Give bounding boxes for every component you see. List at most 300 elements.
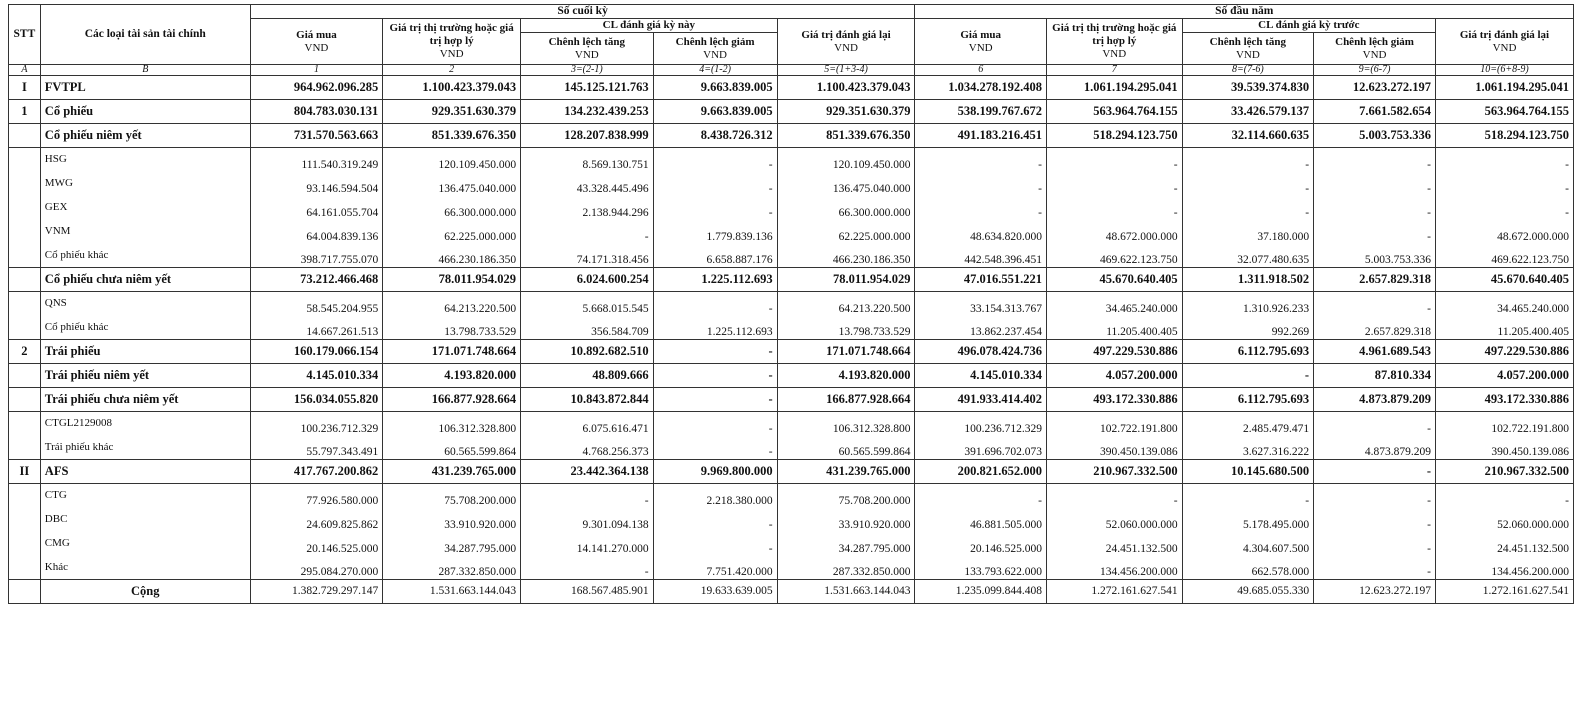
row-label: Cổ phiếu (40, 100, 250, 124)
row-label: FVTPL (40, 76, 250, 100)
row-value: 14.667.261.513 (250, 316, 383, 340)
row-value: 62.225.000.000 (383, 220, 521, 244)
row-value: 1.531.663.144.043 (383, 580, 521, 604)
row-value: 106.312.328.800 (777, 412, 915, 436)
row-value: 12.623.272.197 (1314, 76, 1436, 100)
row-value: 60.565.599.864 (777, 436, 915, 460)
row-value: 491.183.216.451 (915, 124, 1046, 148)
row-value: 13.798.733.529 (383, 316, 521, 340)
row-value: 171.071.748.664 (383, 340, 521, 364)
row-value: - (1046, 172, 1182, 196)
row-stt: II (9, 460, 41, 484)
row-value: 23.442.364.138 (521, 460, 654, 484)
row-value: 20.146.525.000 (915, 532, 1046, 556)
row-value: - (653, 388, 777, 412)
row-stt: 1 (9, 100, 41, 124)
row-value: 43.328.445.496 (521, 172, 654, 196)
row-value: 134.232.439.253 (521, 100, 654, 124)
header-market-end: Giá trị thị trường hoặc giá trị hợp lý VND (383, 19, 521, 65)
row-value: 166.877.928.664 (777, 388, 915, 412)
row-value: 8.438.726.312 (653, 124, 777, 148)
financial-assets-table (8, 4, 1574, 604)
row-value: 662.578.000 (1182, 556, 1313, 580)
index-cell: B (40, 65, 250, 76)
row-value: 851.339.676.350 (777, 124, 915, 148)
header-increase-end: Chênh lệch tăng VND (521, 33, 654, 65)
row-value: 14.141.270.000 (521, 532, 654, 556)
row-value: 171.071.748.664 (777, 340, 915, 364)
header-category: Các loại tài sản tài chính (40, 5, 250, 65)
row-label: Trái phiếu niêm yết (40, 364, 250, 388)
row-value: - (1182, 364, 1313, 388)
table-row (9, 76, 1574, 100)
row-value: 39.539.374.830 (1182, 76, 1313, 100)
row-value: 74.171.318.456 (521, 244, 654, 268)
row-value: 731.570.563.663 (250, 124, 383, 148)
table-body (9, 76, 1574, 604)
header-market-begin: Giá trị thị trường hoặc giá trị hợp lý VND (1046, 19, 1182, 65)
row-value: 33.426.579.137 (1182, 100, 1313, 124)
index-cell: 10=(6+8-9) (1436, 65, 1574, 76)
row-value: 3.627.316.222 (1182, 436, 1313, 460)
row-stt (9, 196, 41, 220)
row-value: 6.112.795.693 (1182, 340, 1313, 364)
index-cell: 6 (915, 65, 1046, 76)
row-value: 497.229.530.886 (1436, 340, 1574, 364)
header-cl-this: CL đánh giá kỳ này (521, 19, 778, 33)
row-value: 136.475.040.000 (383, 172, 521, 196)
row-value: 466.230.186.350 (383, 244, 521, 268)
row-value: 13.862.237.454 (915, 316, 1046, 340)
row-value: 48.672.000.000 (1046, 220, 1182, 244)
index-cell: 4=(1-2) (653, 65, 777, 76)
index-cell: 9=(6-7) (1314, 65, 1436, 76)
row-value: 538.199.767.672 (915, 100, 1046, 124)
row-value: 34.465.240.000 (1436, 292, 1574, 316)
row-value: 7.751.420.000 (653, 556, 777, 580)
row-label: GEX (40, 196, 250, 220)
row-value: - (653, 340, 777, 364)
row-label: Cổ phiếu niêm yết (40, 124, 250, 148)
row-value: 7.661.582.654 (1314, 100, 1436, 124)
row-value: 804.783.030.131 (250, 100, 383, 124)
row-value: 4.193.820.000 (383, 364, 521, 388)
row-value: 19.633.639.005 (653, 580, 777, 604)
row-value: 493.172.330.886 (1046, 388, 1182, 412)
row-value: 120.109.450.000 (383, 148, 521, 172)
row-value: 466.230.186.350 (777, 244, 915, 268)
row-label: Trái phiếu khác (40, 436, 250, 460)
row-value: - (1314, 172, 1436, 196)
row-value: 11.205.400.405 (1046, 316, 1182, 340)
row-value: 493.172.330.886 (1436, 388, 1574, 412)
row-value: - (1314, 196, 1436, 220)
table-row (9, 220, 1574, 244)
row-value: 4.057.200.000 (1436, 364, 1574, 388)
row-stt (9, 292, 41, 316)
row-value: 287.332.850.000 (777, 556, 915, 580)
row-value: 992.269 (1182, 316, 1313, 340)
row-value: 1.061.194.295.041 (1046, 76, 1182, 100)
row-value: 210.967.332.500 (1046, 460, 1182, 484)
row-value: 2.657.829.318 (1314, 268, 1436, 292)
row-value: 75.708.200.000 (383, 484, 521, 508)
row-value: 469.622.123.750 (1436, 244, 1574, 268)
row-value: - (521, 484, 654, 508)
row-value: 2.657.829.318 (1314, 316, 1436, 340)
row-value: 1.061.194.295.041 (1436, 76, 1574, 100)
row-value: 9.663.839.005 (653, 100, 777, 124)
row-value: 45.670.640.405 (1046, 268, 1182, 292)
index-cell: A (9, 65, 41, 76)
row-value: 2.138.944.296 (521, 196, 654, 220)
row-value: 133.793.622.000 (915, 556, 1046, 580)
row-value: - (1314, 460, 1436, 484)
row-value: 13.798.733.529 (777, 316, 915, 340)
table-row (9, 100, 1574, 124)
row-value: 4.873.879.209 (1314, 436, 1436, 460)
row-value: 102.722.191.800 (1046, 412, 1182, 436)
row-value: - (653, 292, 777, 316)
row-value: 5.178.495.000 (1182, 508, 1313, 532)
row-value: 87.810.334 (1314, 364, 1436, 388)
row-value: - (521, 220, 654, 244)
row-value: 10.145.680.500 (1182, 460, 1313, 484)
row-label: VNM (40, 220, 250, 244)
row-value: 48.634.820.000 (915, 220, 1046, 244)
header-decrease-end: Chênh lệch giảm VND (653, 33, 777, 65)
row-value: - (653, 508, 777, 532)
row-value: 34.465.240.000 (1046, 292, 1182, 316)
row-value: 60.565.599.864 (383, 436, 521, 460)
row-value: 2.218.380.000 (653, 484, 777, 508)
row-stt (9, 412, 41, 436)
row-value: - (1314, 412, 1436, 436)
header-revalued-begin: Giá trị đánh giá lại VND (1436, 19, 1574, 65)
row-value: 24.609.825.862 (250, 508, 383, 532)
table-row (9, 460, 1574, 484)
row-value: 100.236.712.329 (915, 412, 1046, 436)
row-value: 134.456.200.000 (1046, 556, 1182, 580)
row-stt (9, 364, 41, 388)
row-stt (9, 172, 41, 196)
row-value: 168.567.485.901 (521, 580, 654, 604)
row-value: - (653, 148, 777, 172)
row-stt (9, 436, 41, 460)
row-value: 1.225.112.693 (653, 316, 777, 340)
row-value: - (653, 364, 777, 388)
index-cell: 8=(7-6) (1182, 65, 1313, 76)
table-row (9, 172, 1574, 196)
row-value: 12.623.272.197 (1314, 580, 1436, 604)
row-value: 2.485.479.471 (1182, 412, 1313, 436)
row-value: 52.060.000.000 (1436, 508, 1574, 532)
row-stt (9, 244, 41, 268)
row-label: CMG (40, 532, 250, 556)
row-value: 1.235.099.844.408 (915, 580, 1046, 604)
row-value: 73.212.466.468 (250, 268, 383, 292)
row-value: - (653, 196, 777, 220)
row-value: 6.024.600.254 (521, 268, 654, 292)
total-row (9, 580, 1574, 604)
header-decrease-begin: Chênh lệch giảm VND (1314, 33, 1436, 65)
row-stt: I (9, 76, 41, 100)
row-value: 128.207.838.999 (521, 124, 654, 148)
row-stt (9, 220, 41, 244)
row-value: - (653, 172, 777, 196)
row-value: 33.154.313.767 (915, 292, 1046, 316)
row-value: 45.670.640.405 (1436, 268, 1574, 292)
row-label: Cổ phiếu khác (40, 244, 250, 268)
row-value: 77.926.580.000 (250, 484, 383, 508)
header-end-group: Số cuối kỳ (250, 5, 915, 19)
row-stt (9, 124, 41, 148)
row-value: 1.034.278.192.408 (915, 76, 1046, 100)
row-value: 93.146.594.504 (250, 172, 383, 196)
row-value: 1.531.663.144.043 (777, 580, 915, 604)
row-label: DBC (40, 508, 250, 532)
row-value: 4.145.010.334 (250, 364, 383, 388)
index-cell: 3=(2-1) (521, 65, 654, 76)
row-label: CTG (40, 484, 250, 508)
row-value: 356.584.709 (521, 316, 654, 340)
table-row (9, 484, 1574, 508)
header-stt: STT (9, 5, 41, 65)
row-value: - (653, 412, 777, 436)
row-value: 4.193.820.000 (777, 364, 915, 388)
row-value: - (1046, 196, 1182, 220)
row-value: 37.180.000 (1182, 220, 1313, 244)
row-value: 33.910.920.000 (383, 508, 521, 532)
row-value: 4.304.607.500 (1182, 532, 1313, 556)
row-label: Cổ phiếu chưa niêm yết (40, 268, 250, 292)
row-value: 390.450.139.086 (1436, 436, 1574, 460)
row-stt (9, 580, 41, 604)
row-value: 929.351.630.379 (777, 100, 915, 124)
row-value: 120.109.450.000 (777, 148, 915, 172)
row-value: - (1314, 556, 1436, 580)
row-value: 75.708.200.000 (777, 484, 915, 508)
row-value: 1.779.839.136 (653, 220, 777, 244)
index-cell: 7 (1046, 65, 1182, 76)
row-value: 1.272.161.627.541 (1436, 580, 1574, 604)
row-stt: 2 (9, 340, 41, 364)
row-value: 136.475.040.000 (777, 172, 915, 196)
row-value: 134.456.200.000 (1436, 556, 1574, 580)
row-value: 111.540.319.249 (250, 148, 383, 172)
table-row (9, 556, 1574, 580)
row-value: 64.161.055.704 (250, 196, 383, 220)
row-value: 52.060.000.000 (1046, 508, 1182, 532)
table-row (9, 508, 1574, 532)
index-cell: 5=(1+3-4) (777, 65, 915, 76)
table-row (9, 436, 1574, 460)
row-value: - (915, 484, 1046, 508)
row-value: 431.239.765.000 (383, 460, 521, 484)
row-value: 391.696.702.073 (915, 436, 1046, 460)
row-value: 9.663.839.005 (653, 76, 777, 100)
row-label: QNS (40, 292, 250, 316)
row-value: - (1046, 484, 1182, 508)
row-value: 851.339.676.350 (383, 124, 521, 148)
header-revalued-end: Giá trị đánh giá lại VND (777, 19, 915, 65)
row-value: 563.964.764.155 (1436, 100, 1574, 124)
table-row (9, 244, 1574, 268)
row-value: - (1436, 172, 1574, 196)
header-cost-end: Giá mua VND (250, 19, 383, 65)
row-value: 5.003.753.336 (1314, 244, 1436, 268)
row-value: - (1436, 148, 1574, 172)
table-row (9, 340, 1574, 364)
index-cell: 2 (383, 65, 521, 76)
table-row (9, 196, 1574, 220)
row-value: 8.569.130.751 (521, 148, 654, 172)
row-value: 10.892.682.510 (521, 340, 654, 364)
row-value: 200.821.652.000 (915, 460, 1046, 484)
row-value: 100.236.712.329 (250, 412, 383, 436)
row-value: 102.722.191.800 (1436, 412, 1574, 436)
row-label: Khác (40, 556, 250, 580)
row-value: 5.668.015.545 (521, 292, 654, 316)
row-value: - (1182, 484, 1313, 508)
row-label: Cổ phiếu khác (40, 316, 250, 340)
table-row (9, 532, 1574, 556)
row-value: 47.016.551.221 (915, 268, 1046, 292)
row-value: 9.969.800.000 (653, 460, 777, 484)
row-stt (9, 508, 41, 532)
row-value: 431.239.765.000 (777, 460, 915, 484)
row-label: AFS (40, 460, 250, 484)
table-row (9, 124, 1574, 148)
row-value: 398.717.755.070 (250, 244, 383, 268)
row-value: 10.843.872.844 (521, 388, 654, 412)
row-value: - (1182, 148, 1313, 172)
row-label: CTGL2129008 (40, 412, 250, 436)
table-header (9, 5, 1574, 76)
row-value: - (1436, 196, 1574, 220)
row-value: 145.125.121.763 (521, 76, 654, 100)
row-value: 34.287.795.000 (777, 532, 915, 556)
row-value: - (1314, 220, 1436, 244)
row-value: 78.011.954.029 (777, 268, 915, 292)
row-value: 4.961.689.543 (1314, 340, 1436, 364)
row-value: 34.287.795.000 (383, 532, 521, 556)
table-row (9, 364, 1574, 388)
row-value: - (915, 196, 1046, 220)
table-row (9, 148, 1574, 172)
row-value: 442.548.396.451 (915, 244, 1046, 268)
row-stt (9, 556, 41, 580)
row-value: 1.311.918.502 (1182, 268, 1313, 292)
row-value: 33.910.920.000 (777, 508, 915, 532)
header-cost-begin: Giá mua VND (915, 19, 1046, 65)
row-label: HSG (40, 148, 250, 172)
row-value: - (1182, 196, 1313, 220)
row-value: 32.077.480.635 (1182, 244, 1313, 268)
table-row (9, 292, 1574, 316)
row-stt (9, 148, 41, 172)
header-cl-prev: CL đánh giá kỳ trước (1182, 19, 1435, 33)
row-value: 49.685.055.330 (1182, 580, 1313, 604)
row-value: 491.933.414.402 (915, 388, 1046, 412)
row-value: - (1314, 508, 1436, 532)
row-value: 64.213.220.500 (777, 292, 915, 316)
row-stt (9, 532, 41, 556)
row-value: 46.881.505.000 (915, 508, 1046, 532)
row-value: - (915, 148, 1046, 172)
row-value: 4.873.879.209 (1314, 388, 1436, 412)
row-value: - (653, 532, 777, 556)
row-label: Trái phiếu chưa niêm yết (40, 388, 250, 412)
header-index-row (9, 65, 1574, 76)
row-value: - (521, 556, 654, 580)
row-stt (9, 316, 41, 340)
row-value: - (1314, 484, 1436, 508)
row-value: 24.451.132.500 (1046, 532, 1182, 556)
row-value: 4.768.256.373 (521, 436, 654, 460)
row-value: 55.797.343.491 (250, 436, 383, 460)
row-value: 496.078.424.736 (915, 340, 1046, 364)
row-value: 417.767.200.862 (250, 460, 383, 484)
row-value: 5.003.753.336 (1314, 124, 1436, 148)
row-value: 1.272.161.627.541 (1046, 580, 1182, 604)
row-value: 6.112.795.693 (1182, 388, 1313, 412)
row-value: 156.034.055.820 (250, 388, 383, 412)
row-value: 4.145.010.334 (915, 364, 1046, 388)
row-value: 563.964.764.155 (1046, 100, 1182, 124)
row-value: 295.084.270.000 (250, 556, 383, 580)
row-value: 64.213.220.500 (383, 292, 521, 316)
row-value: 66.300.000.000 (777, 196, 915, 220)
table-row (9, 412, 1574, 436)
row-value: - (1314, 532, 1436, 556)
row-value: 964.962.096.285 (250, 76, 383, 100)
row-label: Cộng (40, 580, 250, 604)
header-increase-begin: Chênh lệch tăng VND (1182, 33, 1313, 65)
row-value: 6.075.616.471 (521, 412, 654, 436)
row-value: 166.877.928.664 (383, 388, 521, 412)
row-value: - (1182, 172, 1313, 196)
row-value: 1.100.423.379.043 (383, 76, 521, 100)
table-row (9, 388, 1574, 412)
row-value: 497.229.530.886 (1046, 340, 1182, 364)
row-value: 1.382.729.297.147 (250, 580, 383, 604)
row-stt (9, 268, 41, 292)
row-value: 20.146.525.000 (250, 532, 383, 556)
row-value: 160.179.066.154 (250, 340, 383, 364)
row-stt (9, 388, 41, 412)
header-begin-group: Số đầu năm (915, 5, 1574, 19)
row-label: Trái phiếu (40, 340, 250, 364)
table-row (9, 316, 1574, 340)
row-value: 518.294.123.750 (1436, 124, 1574, 148)
row-value: 106.312.328.800 (383, 412, 521, 436)
row-value: 66.300.000.000 (383, 196, 521, 220)
financial-assets-table-container (8, 4, 1574, 604)
row-stt (9, 484, 41, 508)
row-value: - (653, 436, 777, 460)
row-value: 287.332.850.000 (383, 556, 521, 580)
row-value: 4.057.200.000 (1046, 364, 1182, 388)
row-value: - (1314, 292, 1436, 316)
row-value: - (1314, 148, 1436, 172)
row-value: 48.672.000.000 (1436, 220, 1574, 244)
row-value: 210.967.332.500 (1436, 460, 1574, 484)
row-value: 1.100.423.379.043 (777, 76, 915, 100)
row-value: - (1046, 148, 1182, 172)
row-value: 32.114.660.635 (1182, 124, 1313, 148)
row-value: 6.658.887.176 (653, 244, 777, 268)
